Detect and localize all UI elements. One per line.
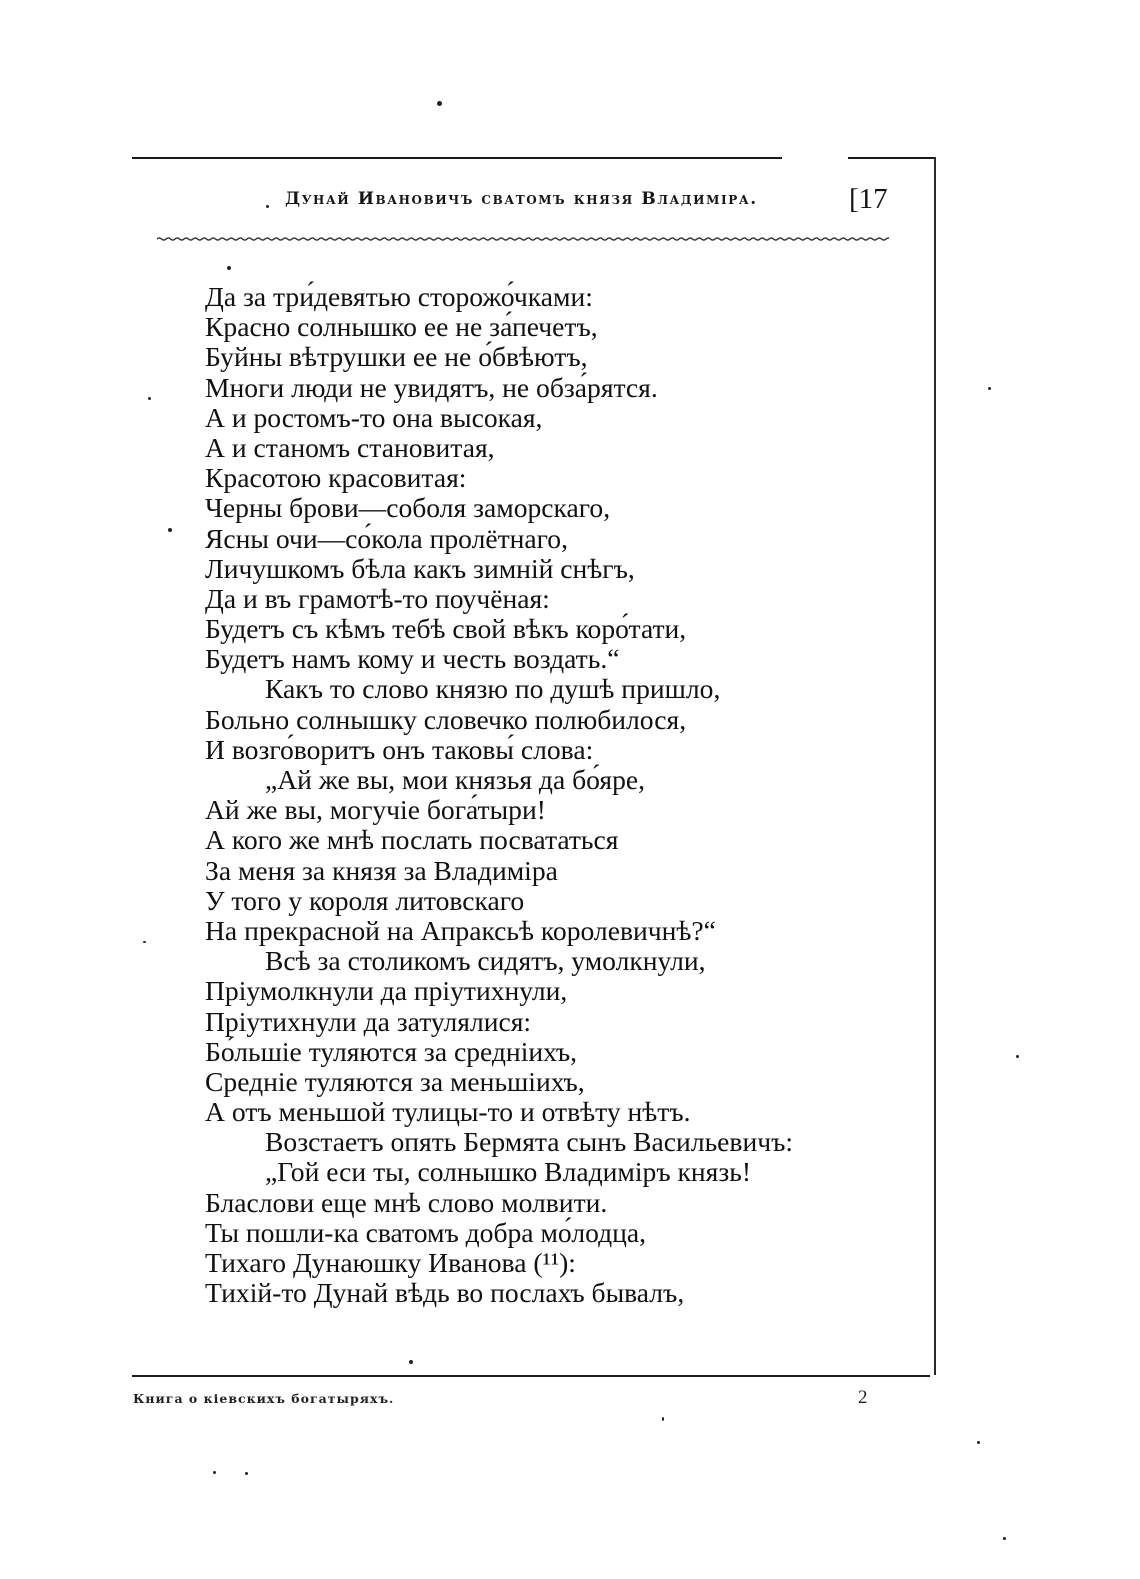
verse-line: Будетъ намъ кому и честь воздать.“ bbox=[205, 643, 620, 675]
scan-speck bbox=[1003, 1537, 1006, 1540]
header-rule-left bbox=[132, 157, 782, 159]
scan-speck bbox=[977, 1441, 980, 1444]
verse-line: Какъ то слово князю по душѣ пришло, bbox=[265, 673, 721, 705]
verse-line: Ай же вы, могучіе бога́тыри! bbox=[205, 794, 546, 826]
verse-line: Пріумолкнули да пріутихнули, bbox=[205, 975, 568, 1007]
footer-signature: Книга о кіевскихъ богатыряхъ. bbox=[133, 1391, 395, 1406]
verse-line: Всѣ за столикомъ сидятъ, умолкнули, bbox=[265, 945, 706, 977]
verse-line: Красно солнышко ее не за́печетъ, bbox=[205, 311, 598, 343]
scan-speck bbox=[1016, 1055, 1019, 1058]
verse-line: У того у короля литовскаго bbox=[205, 884, 525, 916]
verse-line: Бо́льшіе туляются за средніихъ, bbox=[205, 1035, 578, 1067]
verse-line: Многи люди не увидятъ, не обза́рятся. bbox=[205, 371, 658, 403]
verse-line: Больно солнышку словечко полюбилося, bbox=[205, 703, 687, 735]
scan-speck bbox=[988, 387, 991, 390]
verse-line: И возго́воритъ онъ таковы́ слова: bbox=[205, 733, 594, 765]
verse-line: Красотою красовитая: bbox=[205, 462, 467, 494]
scan-speck bbox=[409, 1360, 413, 1364]
verse-line: Личушкомъ бѣла какъ зимній снѣгъ, bbox=[205, 552, 635, 584]
wavy-ornament-rule bbox=[157, 234, 889, 244]
verse-line: А кого же мнѣ послать посвататься bbox=[205, 824, 619, 856]
scan-speck bbox=[227, 266, 231, 270]
verse-line: А и ростомъ-то она высокая, bbox=[205, 401, 543, 433]
verse-line: „Ай же вы, мои князья да бо́яре, bbox=[265, 764, 646, 795]
scan-speck bbox=[148, 397, 151, 400]
header-rule-right bbox=[848, 157, 936, 159]
verse-line: „Гой еси ты, солнышко Владиміръ князь! bbox=[265, 1156, 752, 1188]
scan-speck bbox=[168, 528, 172, 532]
verse-text bbox=[205, 282, 793, 1308]
verse-line: На прекрасной на Апраксьѣ королевичнѣ?“ bbox=[205, 914, 716, 946]
scan-speck bbox=[213, 1471, 216, 1474]
verse-line: Тихій-то Дунай вѣдь во послахъ бывалъ, bbox=[205, 1277, 685, 1309]
scan-speck bbox=[245, 1472, 248, 1475]
verse-line: Ясны очи—со́кола пролётнаго, bbox=[205, 522, 568, 554]
running-title: Дунай Ивановичъ сватомъ князя Владиміра. bbox=[285, 189, 758, 209]
verse-line: Да и въ грамотѣ-то поучёная: bbox=[205, 582, 550, 614]
verse-line: Пріутихнули да затулялися: bbox=[205, 1005, 532, 1037]
verse-line: Черны брови—соболя заморскаго, bbox=[205, 492, 611, 524]
margin-rule-right bbox=[934, 157, 936, 1375]
scan-speck bbox=[437, 101, 442, 106]
verse-line: Буйны вѣтрушки ее не о́бвѣютъ, bbox=[205, 341, 588, 373]
sheet-number: 2 bbox=[858, 1387, 868, 1408]
verse-line: За меня за князя за Владиміра bbox=[205, 854, 558, 886]
verse-line: Будетъ съ кѣмъ тебѣ свой вѣкъ коро́тати, bbox=[205, 613, 687, 645]
scan-speck bbox=[662, 1417, 664, 1421]
verse-line: Средніе туляются за меньшіихъ, bbox=[205, 1065, 585, 1097]
verse-line: А отъ меньшой тулицы-то и отвѣту нѣтъ. bbox=[205, 1096, 691, 1128]
verse-line: Ты пошли-ка сватомъ добра мо́лодца, bbox=[205, 1216, 647, 1248]
verse-line: А и станомъ становитая, bbox=[205, 431, 495, 463]
scan-speck bbox=[143, 941, 146, 943]
page-number: [17 bbox=[849, 183, 888, 215]
verse-line: Тихаго Дунаюшку Иванова (¹¹): bbox=[205, 1247, 576, 1278]
verse-line: Да за три́девятью сторожо́чками: bbox=[205, 281, 593, 312]
verse-line: Возстаетъ опять Бермята сынъ Васильевичъ: bbox=[265, 1126, 794, 1158]
footer-rule bbox=[132, 1375, 930, 1377]
scan-speck bbox=[266, 205, 269, 208]
verse-line: Бласлови еще мнѣ слово молвити. bbox=[205, 1186, 608, 1218]
